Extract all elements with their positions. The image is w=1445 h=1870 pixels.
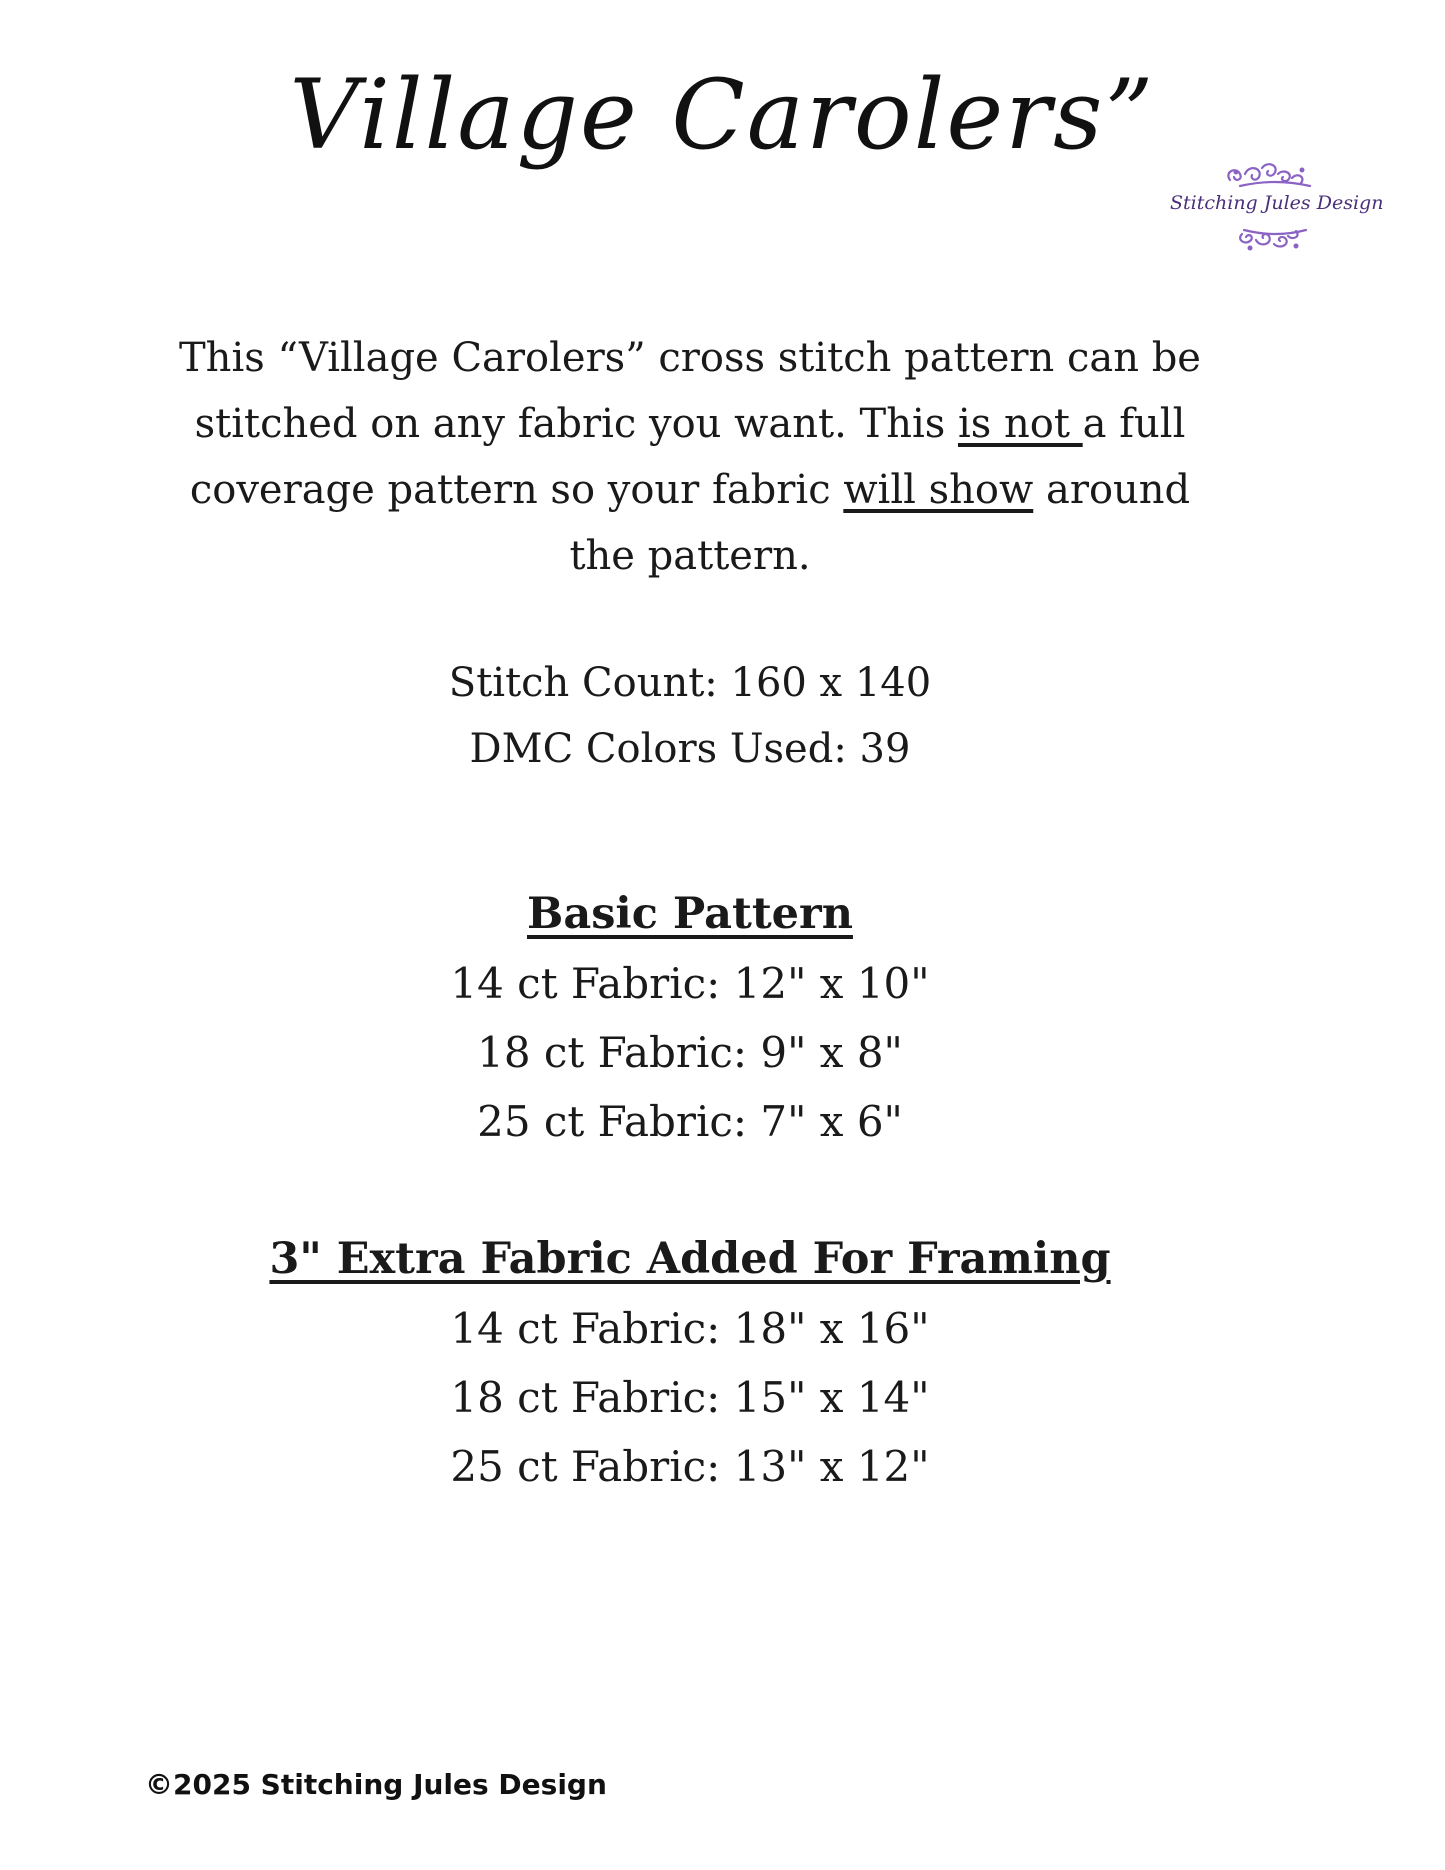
framing-line: 18 ct Fabric: 15" x 14" [450,1373,930,1422]
intro-text-3: around the pattern. [569,467,1191,579]
page-title: Village Carolers” [289,59,1156,171]
brand-logo [1170,150,1384,270]
pattern-stats [0,650,1380,782]
intro-paragraph [160,325,1220,589]
basic-pattern-heading: Basic Pattern [527,889,853,939]
intro-text-1: This “Village Carolers” cross stitch pattern can be stitched on any fabric you want. This [179,335,1201,447]
colors-used: DMC Colors Used: 39 [469,726,911,772]
basic-pattern-section [0,880,1380,1156]
framing-line: 25 ct Fabric: 13" x 12" [450,1442,930,1491]
basic-pattern-line: 25 ct Fabric: 7" x 6" [477,1097,903,1146]
copyright-footer: ©2025 Stitching Jules Design [145,1768,607,1801]
intro-underline-is-not: is not [958,401,1083,447]
intro-underline-will-show: will show [843,467,1034,513]
framing-section [0,1225,1380,1501]
intro-text-2: a full coverage pattern so your fabric [189,401,1186,513]
logo-text: Stitching Jules Design [1170,192,1384,214]
framing-line: 14 ct Fabric: 18" x 16" [450,1304,930,1353]
framing-heading: 3" Extra Fabric Added For Framing [269,1234,1111,1284]
basic-pattern-line: 14 ct Fabric: 12" x 10" [450,959,930,1008]
basic-pattern-line: 18 ct Fabric: 9" x 8" [477,1028,903,1077]
stitch-count: Stitch Count: 160 x 140 [448,660,932,706]
